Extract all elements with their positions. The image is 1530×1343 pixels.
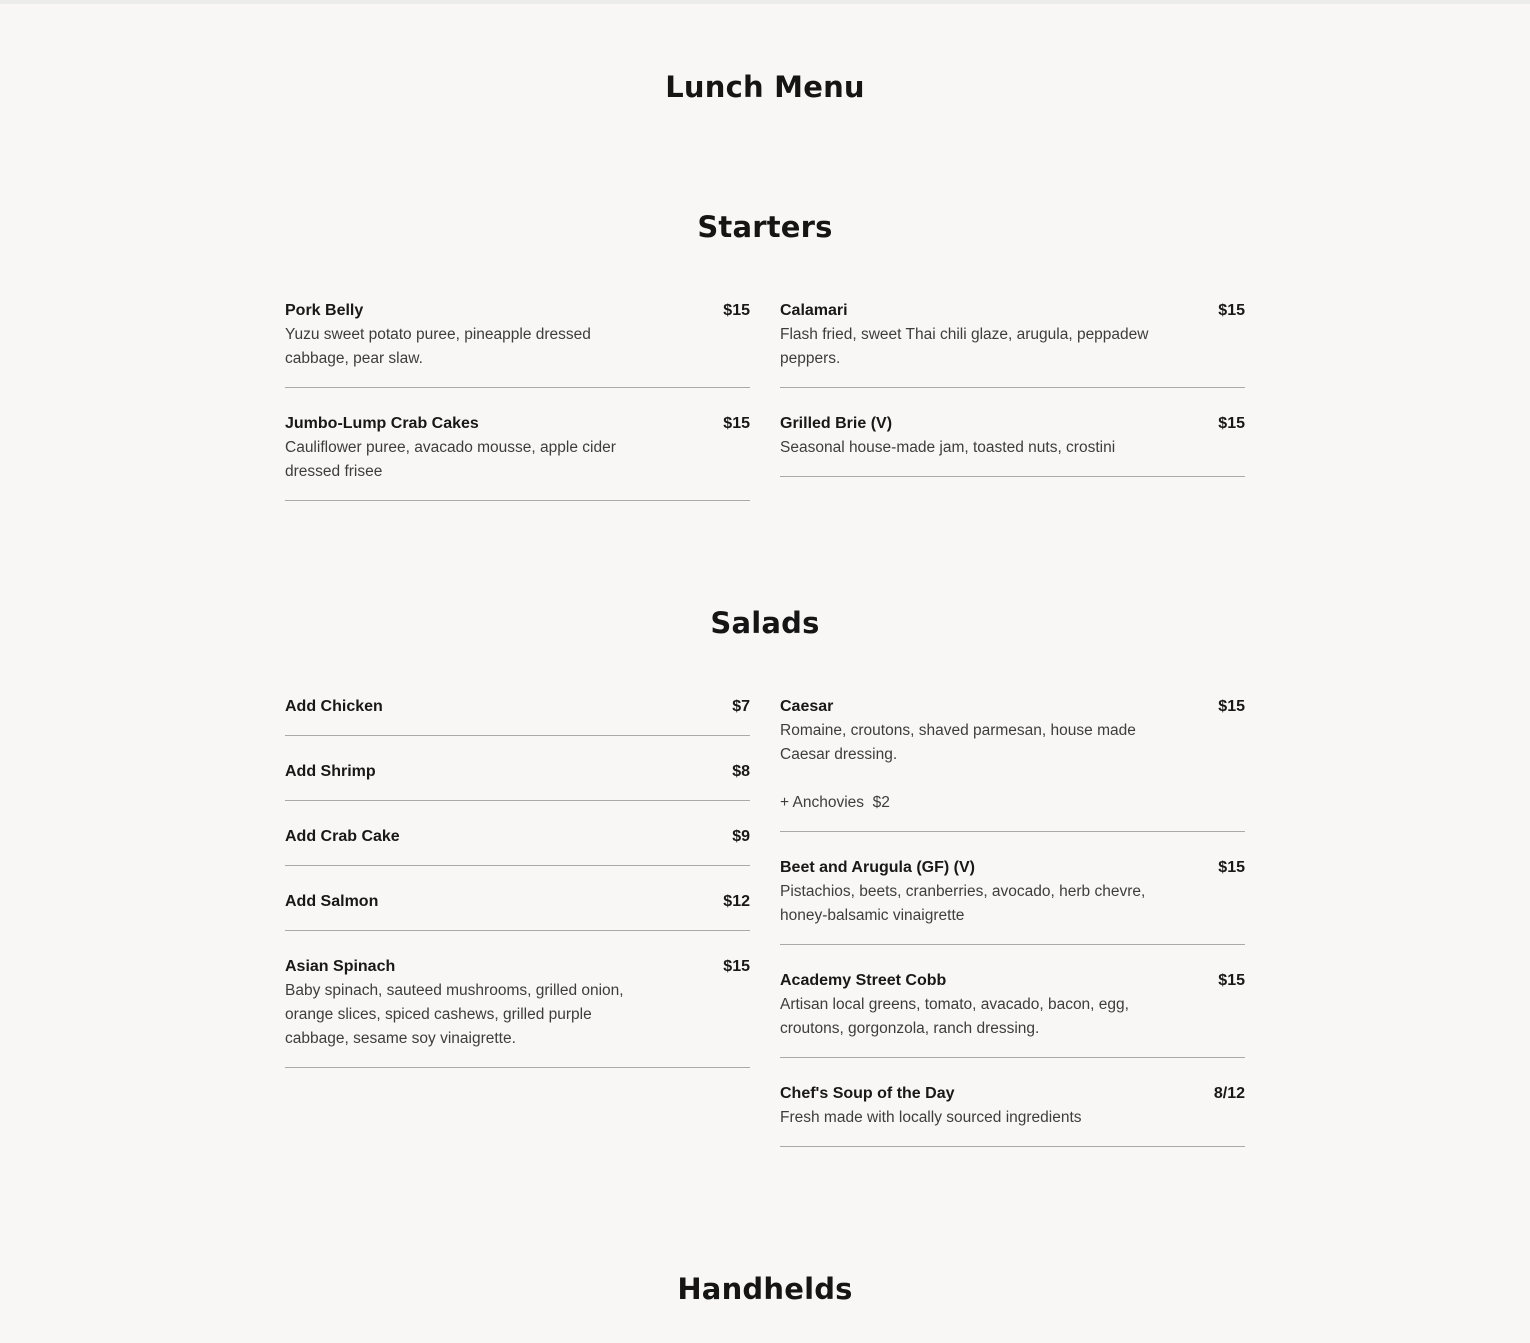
item-price: 8/12 [1213,1085,1245,1102]
item-description: Fresh made with locally sourced ingredients [780,1109,1082,1126]
item-price: $15 [1218,698,1245,715]
section-title-starters: Starters [697,210,833,244]
item-description: Flash fried, sweet Thai chili glaze, arugula, peppadew peppers. [780,326,1149,367]
item-name: Pork Belly [285,302,364,319]
starters-grid [285,299,1245,525]
item-description: Seasonal house-made jam, toasted nuts, crostini [780,439,1116,456]
top-border [0,0,1530,4]
salads-right-column [780,695,1245,1171]
starters-left-column [285,299,750,525]
item-price: $7 [732,698,750,715]
menu-item [780,412,1245,477]
menu-item [285,955,750,1068]
item-name: Beet and Arugula (GF) (V) [780,859,975,876]
item-description: Cauliflower puree, avacado mousse, apple cider dressed frisee [285,439,616,480]
item-price: $9 [732,828,750,845]
menu-item [285,412,750,501]
item-price: $15 [1218,972,1245,989]
menu-item [780,856,1245,945]
item-name: Add Crab Cake [285,828,400,845]
item-description: Romaine, croutons, shaved parmesan, house made Caesar dressing. [780,722,1136,763]
salads-left-column [285,695,750,1092]
menu-item [285,695,750,736]
item-price: $12 [723,893,750,910]
section-title-salads: Salads [710,606,820,640]
item-description: Artisan local greens, tomato, avacado, bacon, egg, croutons, gorgonzola, ranch dressing. [780,996,1129,1037]
item-name: Asian Spinach [285,958,396,975]
menu-item [285,890,750,931]
item-price: $15 [1218,302,1245,319]
item-name: Jumbo-Lump Crab Cakes [285,415,479,432]
salads-grid [285,695,1245,1171]
menu-item [780,299,1245,388]
page-title: Lunch Menu [665,70,865,104]
item-description: Yuzu sweet potato puree, pineapple dressed cabbage, pear slaw. [285,326,591,367]
item-price: $15 [1218,859,1245,876]
item-price: $15 [723,958,750,975]
item-price: $15 [723,415,750,432]
menu-item [780,1082,1245,1147]
item-price: $8 [732,763,750,780]
section-title-handhelds: Handhelds [677,1272,853,1306]
item-price: $15 [1218,415,1245,432]
menu-item [780,695,1245,832]
item-name: Add Salmon [285,893,379,910]
menu-item [780,969,1245,1058]
menu-item [285,825,750,866]
item-name: Caesar [780,698,834,715]
item-price: $15 [723,302,750,319]
item-name: Add Chicken [285,698,383,715]
item-add-on: + Anchovies $2 [780,794,890,811]
item-name: Academy Street Cobb [780,972,947,989]
item-name: Add Shrimp [285,763,376,780]
menu-item [285,299,750,388]
item-name: Chef's Soup of the Day [780,1085,955,1102]
menu-item [285,760,750,801]
item-name: Calamari [780,302,848,319]
item-description: Baby spinach, sauteed mushrooms, grilled onion, orange slices, spiced cashews, grilled purple cabbage, sesame soy vinaigrette. [285,982,624,1047]
item-description: Pistachios, beets, cranberries, avocado, herb chevre, honey-balsamic vinaigrette [780,883,1146,924]
starters-right-column [780,299,1245,501]
item-name: Grilled Brie (V) [780,415,893,432]
